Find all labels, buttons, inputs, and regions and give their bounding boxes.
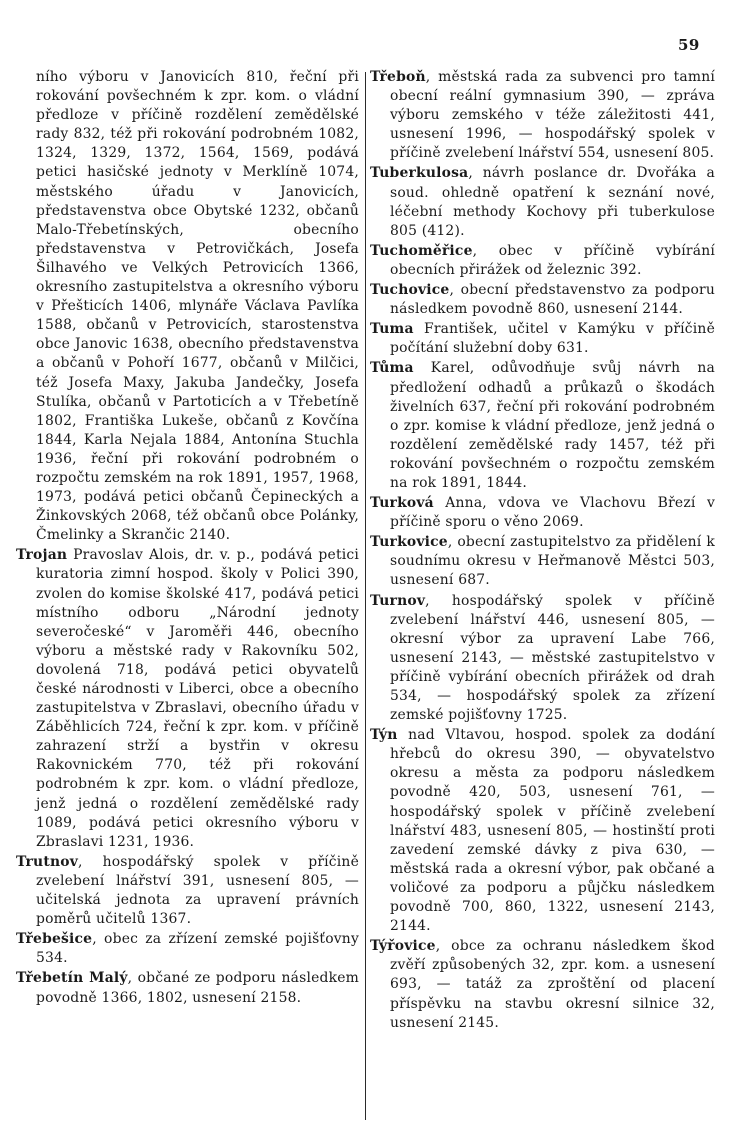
index-entry-tyn: [370, 726, 715, 936]
index-entry-trebetin-maly: [16, 969, 359, 1007]
index-entry-trebon: [370, 68, 715, 163]
entry-heading: Třebetín Malý: [16, 970, 128, 987]
index-entry-turkova: [370, 494, 715, 532]
entry-heading: Turkovice: [370, 534, 448, 551]
column-divider: [365, 72, 366, 1120]
entry-text: , hospodářský spolek v příčině zvelebení lnářství 391, usnesení 805, — učitelská jednota za upravení právních poměrů učitelů 1367.: [36, 853, 359, 928]
entry-text: Karel, odůvodňuje svůj návrh na předložení odhadů a průkazů o škodách živelních 637, řeční při rokování podrobném o zpr. komise k vládní předloze, jenž jedná o rozdělení zemědělské rady 1457, též při rokování povšechném o rozpočtu zemském na rok 1891, 1844.: [390, 360, 715, 491]
entry-heading: Turnov: [370, 592, 426, 609]
entry-heading: Tuberkulosa: [370, 165, 469, 182]
entry-heading: Tuchoměřice: [370, 242, 473, 259]
index-entry-tuchovice: [370, 281, 715, 319]
entry-text: Anna, vdova ve Vlachovu Březí v příčině sporu o věno 2069.: [390, 495, 715, 531]
entry-text: , obecní zastupitelstvo za přidělení k soudnímu okresu v Heřmanově Městci 503, usnesení 687.: [390, 534, 715, 589]
index-entry-tuberkulosa: [370, 164, 715, 240]
entry-heading: Týřovice: [370, 938, 436, 955]
entry-heading: Tuchovice: [370, 282, 450, 299]
entry-text: Pravoslav Alois, dr. v. p., podává petici kuratoria zimní hospod. školy v Polici 390, zvolen do komise školské 417, podává petici místního odboru „Národní jednoty severočeské“ v Jaroměři 446, obecního výboru a městské rady v Rakovníku 502, dovolená 718, podává petici obyvatelů české národnosti v Liberci, obce a obecního zastupitelstva v Zbraslavi, obecního úřadu v Záběhlicích 724, řeční k zpr. kom. v příčině zahrazení strží a bystřin v okresu Rakovnickém 770, též při rokování podrobném k zpr. kom. o vládní předloze, jenž jedná o rozdělení zemědělské rady 1089, podává petici okresního výboru v Zbraslavi 1231, 1936.: [36, 547, 359, 850]
entry-heading: Turková: [370, 495, 434, 512]
index-entry-trebesice: [16, 930, 359, 968]
index-entry-continuation: [16, 68, 359, 545]
entry-text: , návrh poslance dr. Dvořáka a soud. ohledně opatření k seznání nové, léčební methody Kochovy při tuberkulose 805 (412).: [390, 165, 715, 239]
index-entry-trutnov: [16, 853, 359, 929]
entry-heading: Týn: [370, 727, 398, 744]
entry-text: , obecní představenstvo za podporu následkem povodně 860, usnesení 2144.: [390, 282, 715, 318]
entry-text: ního výboru v Janovicích 810, řeční při rokování povšechném k zpr. kom. o vládní předloze v příčině rozdělení zemědělské rady 832, též při rokování podrobném 1082, 1324, 1329, 1372, 1564, 1569, podává petici hasičské jednoty v Merklíně 1074, městského úřadu v Janovicích, představenstva obce Obytské 1232, občanů Malo-Třebetínských, obecního představenstva v Petrovičkách, Josefa Šilhavého ve Velkých Petrovicích 1366, okresního zastupitelstva a okresního výboru v Přešticích 1406, mlynáře Václava Pavlíka 1588, občanů v Petrovicích, starostenstva obce Janovic 1638, obecního představenstva a občanů v Pohoří 1677, občanů v Milčici, též Josefa Maxy, Jakuba Jandečky, Josefa Stulíka, občanů v Partoticích a v Třebetíně 1802, Františka Lukeše, občanů z Kovčína 1844, Karla Nejala 1884, Antonína Stuchla 1936, řeční při rokování podrobném o rozpočtu zemském na rok 1891, 1957, 1968, 1973, podává petici občanů Čepineckých a Žinkovských 2068, též občanů obce Polánky, Čmelinky a Skrančic 2140.: [36, 69, 359, 544]
entry-heading: Tuma: [370, 321, 414, 338]
entry-text: František, učitel v Kamýku v příčině počítání služební doby 631.: [390, 321, 715, 357]
index-entry-turkovice: [370, 533, 715, 590]
right-column: [370, 68, 715, 1033]
entry-heading: Třebešice: [16, 931, 93, 948]
entry-heading: Trojan: [16, 547, 68, 564]
entry-text: nad Vltavou, hospod. spolek za dodání hřebců do okresu 390, — obyvatelstvo okresu a města za podporu následkem povodně 420, 503, usnesení 761, — hospodářský spolek v příčině zvelebení lnářství 483, usnesení 805, — hostinští proti zavedení zemské dávky z piva 630, — městská rada a okresní výbor, pak občané a voličové za podporu a půjčku následkem povodně 700, 860, 1322, usnesení 2143, 2144.: [390, 727, 715, 935]
index-entry-turnov: [370, 592, 715, 726]
index-entry-trojan: [16, 546, 359, 852]
entry-heading: Trutnov: [16, 853, 78, 870]
entry-heading: Třeboň: [370, 69, 426, 85]
entry-heading: Tůma: [370, 360, 414, 377]
index-entry-tyrovice: [370, 937, 715, 1032]
entry-text: , městská rada za subvenci pro tamní obecní reální gymnasium 390, — zpráva výboru zemského v téže záležitosti 441, usnesení 1996, — hospodářský spolek v příčině zvelebení lnářství 554, usnesení 805.: [390, 69, 715, 162]
entry-text: , obec za zřízení zemské pojišťovny 534.: [36, 931, 359, 967]
index-entry-tuma-frantisek: [370, 320, 715, 358]
left-column: [16, 68, 359, 1008]
index-entry-tuchomerice: [370, 242, 715, 280]
entry-text: , hospodářský spolek v příčině zvelebení lnářství 446, usnesení 805, — okresní výbor za upravení Labe 766, usnesení 2143, — městské zastupitelstvo v příčině vybírání obecních přirážek od drah 534, — hospodářský spolek za zřízení zemské pojišťovny 1725.: [390, 592, 715, 724]
entry-text: , občané ze podporu následkem povodně 1366, 1802, usnesení 2158.: [36, 970, 360, 1006]
entry-text: , obce za ochranu následkem škod zvěří způsobených 32, zpr. kom. a usnesení 693, — tatáž za zproštění od placení příspěvku na stavbu okresní silnice 32, usnesení 2145.: [390, 938, 715, 1031]
page-number: 59: [678, 36, 700, 54]
index-entry-tuma-karel: [370, 359, 715, 493]
entry-text: , obec v příčině vybírání obecních přirážek od železnic 392.: [390, 242, 715, 278]
